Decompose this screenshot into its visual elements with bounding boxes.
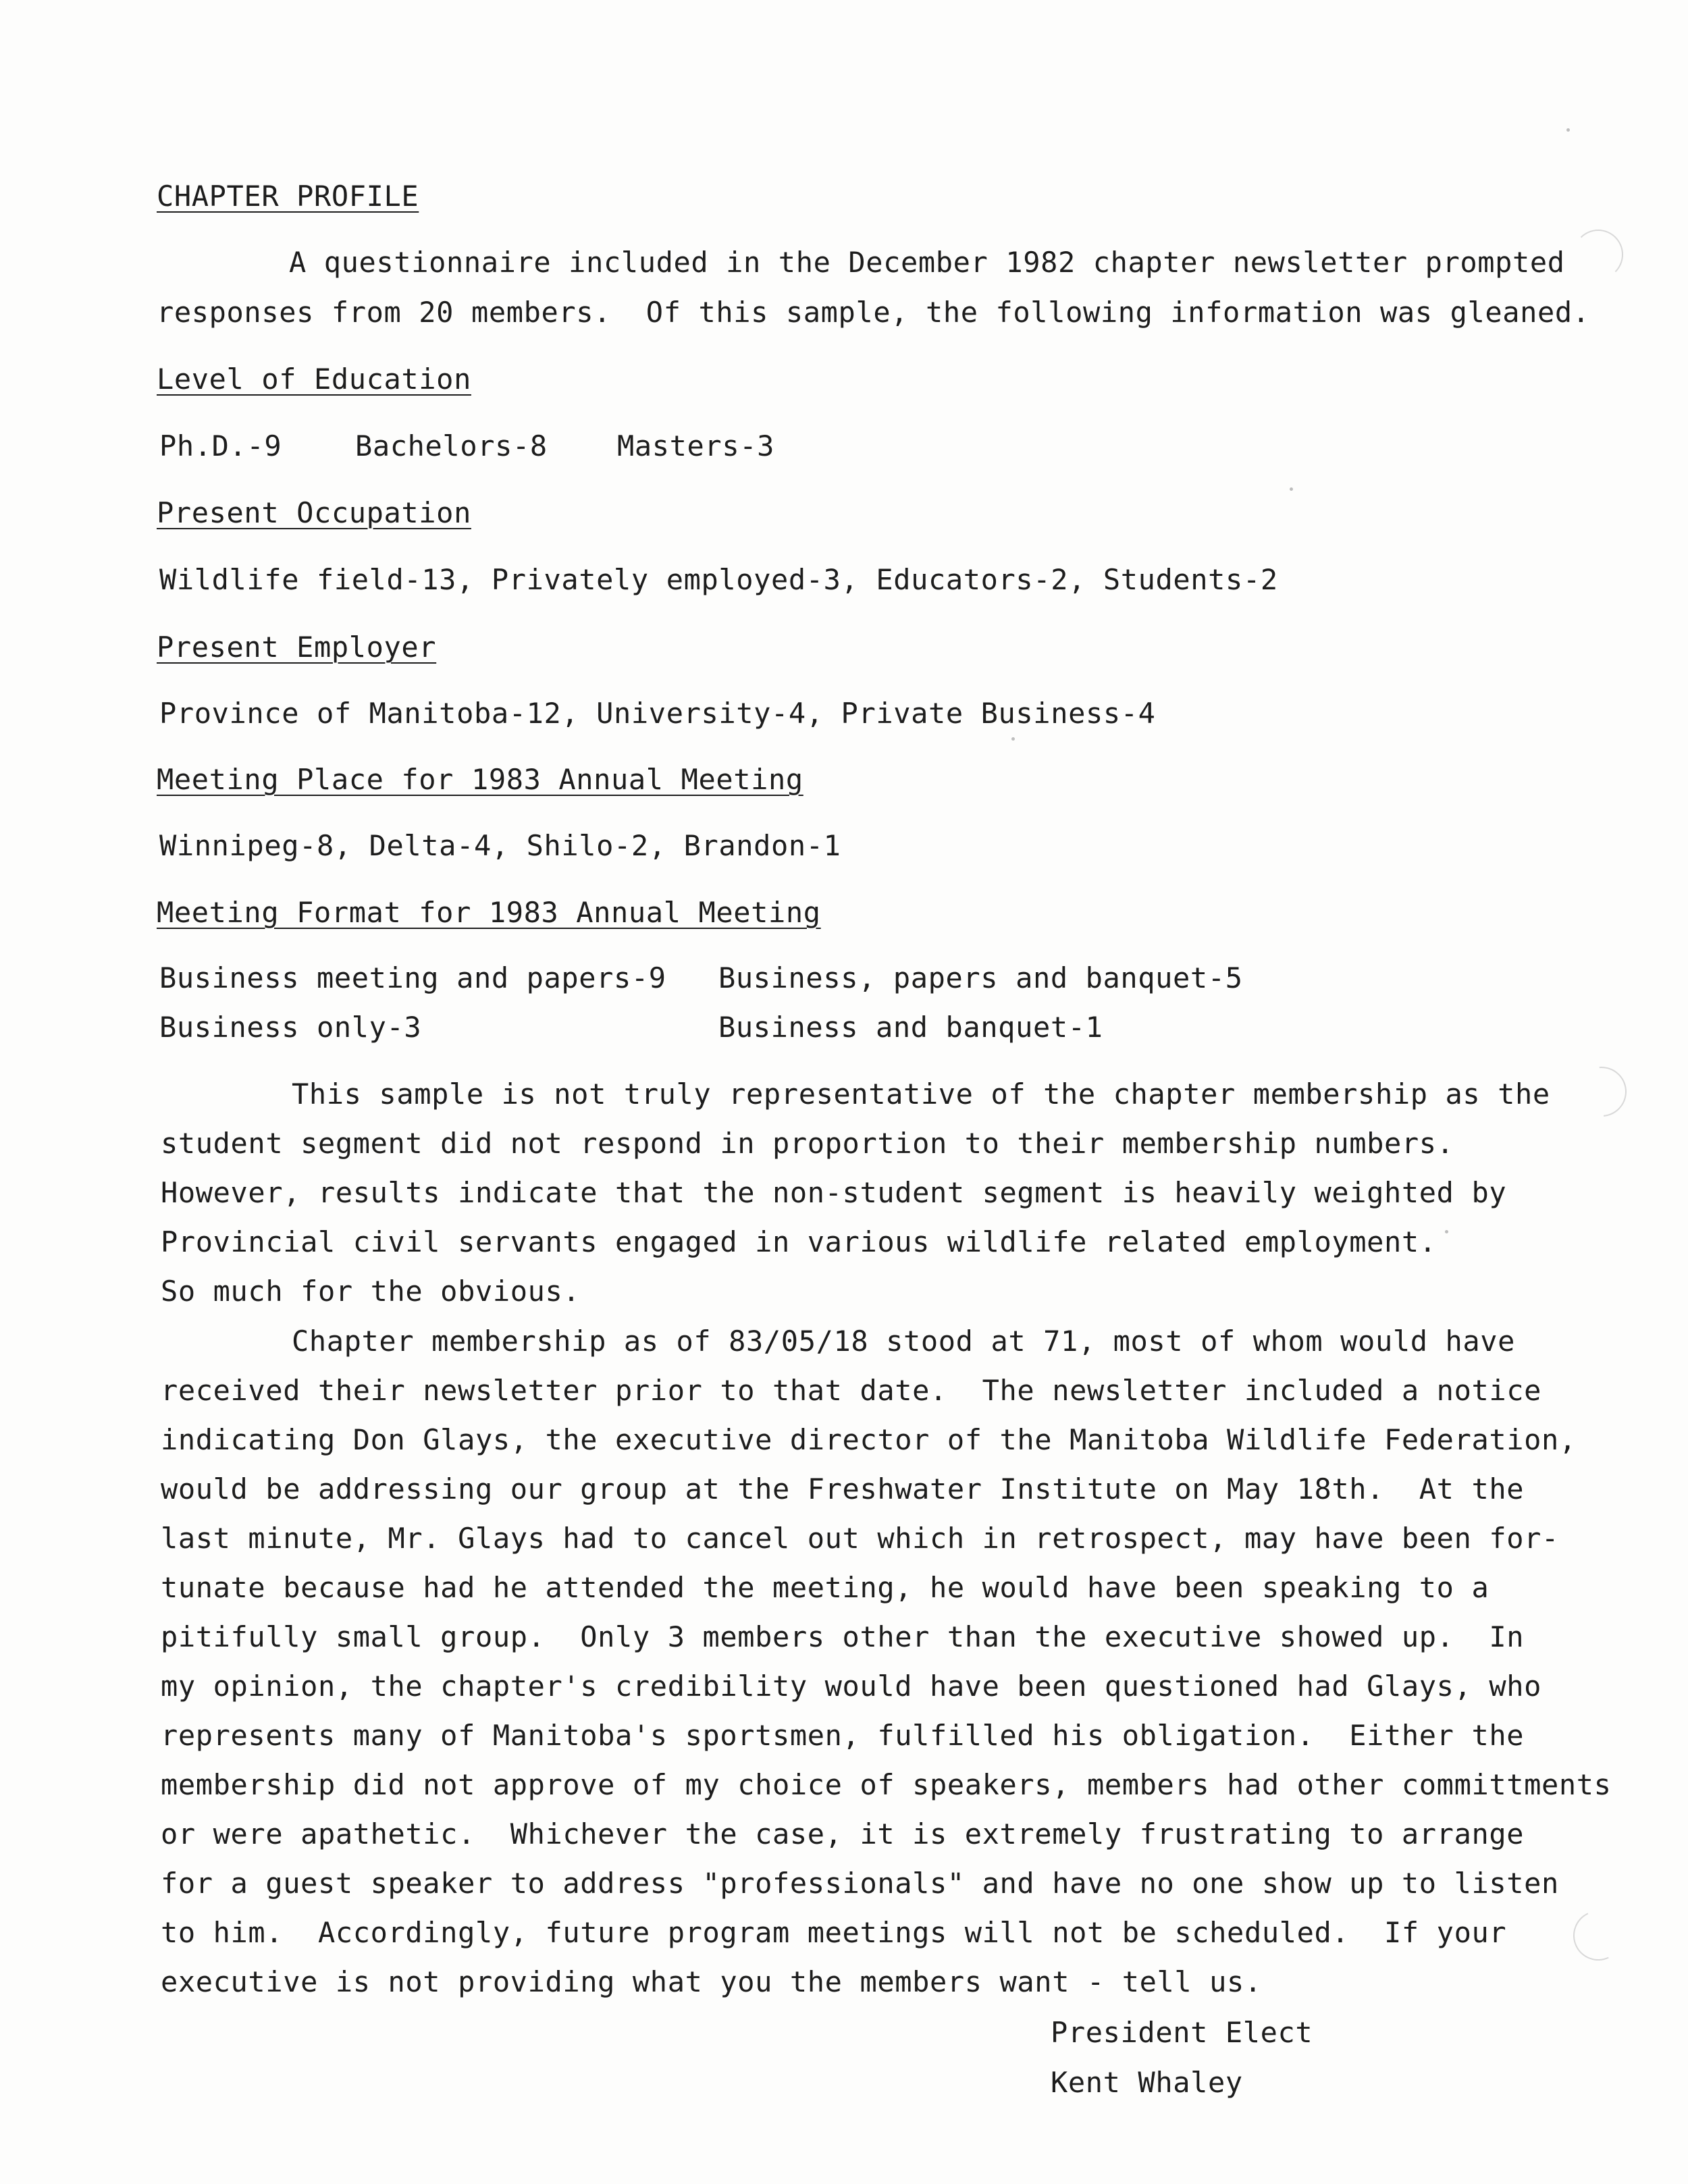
paragraph2-line-2: received their newsletter prior to that date. The newsletter included a notice	[161, 1374, 1542, 1407]
occupation-text: Wildlife field-13, Privately employed-3, Educators-2, Students-2	[159, 563, 1278, 596]
paragraph2-line-1: Chapter membership as of 83/05/18 stood at 71, most of whom would have	[292, 1325, 1516, 1358]
paragraph1-line-4: Provincial civil servants engaged in various wildlife related employment.	[161, 1225, 1437, 1258]
meeting-place-text: Winnipeg-8, Delta-4, Shilo-2, Brandon-1	[159, 829, 841, 862]
signature-name: Kent Whaley	[1051, 2066, 1243, 2099]
education-masters: Masters-3	[617, 429, 774, 462]
paragraph2-line-8: my opinion, the chapter's credibility would have been questioned had Glays, who	[161, 1670, 1542, 1703]
paragraph2-line-9: represents many of Manitoba's sportsmen, fulfilled his obligation. Either the	[161, 1719, 1525, 1752]
employer-text: Province of Manitoba-12, University-4, Private Business-4	[159, 697, 1156, 730]
meeting-place-heading: Meeting Place for 1983 Annual Meeting	[157, 763, 803, 796]
paragraph1-line-3: However, results indicate that the non-student segment is heavily weighted by	[161, 1176, 1507, 1209]
paragraph2-line-12: for a guest speaker to address "professionals" and have no one show up to listen	[161, 1867, 1559, 1900]
meeting-format-heading: Meeting Format for 1983 Annual Meeting	[157, 896, 821, 929]
format-business-banquet: Business and banquet-1	[718, 1011, 1103, 1044]
employer-heading: Present Employer	[157, 631, 437, 664]
paragraph2-line-10: membership did not approve of my choice of speakers, members had other committments	[161, 1768, 1612, 1801]
punch-hole-top	[1573, 230, 1623, 279]
paragraph1-line-1: This sample is not truly representative of the chapter membership as the	[292, 1077, 1550, 1111]
paragraph2-line-14: executive is not providing what you the members want - tell us.	[161, 1965, 1262, 1998]
paper-speck	[1566, 128, 1570, 132]
paper-speck	[1290, 487, 1293, 491]
format-business-papers: Business meeting and papers-9	[159, 961, 666, 994]
format-business-papers-banquet: Business, papers and banquet-5	[718, 961, 1243, 994]
paragraph2-line-7: pitifully small group. Only 3 members other than the executive showed up. In	[161, 1620, 1525, 1653]
education-bachelors: Bachelors-8	[355, 429, 548, 462]
punch-hole-middle	[1566, 1057, 1637, 1127]
paragraph1-line-2: student segment did not respond in proportion to their membership numbers.	[161, 1127, 1454, 1160]
paragraph2-line-5: last minute, Mr. Glays had to cancel out which in retrospect, may have been for-	[161, 1522, 1559, 1555]
punch-hole-bottom	[1566, 1904, 1631, 1968]
occupation-heading: Present Occupation	[157, 496, 471, 529]
paragraph2-line-3: indicating Don Glays, the executive director of the Manitoba Wildlife Federation,	[161, 1423, 1577, 1456]
paragraph2-line-13: to him. Accordingly, future program meetings will not be scheduled. If your	[161, 1916, 1507, 1949]
paper-speck	[1011, 737, 1015, 741]
education-phd: Ph.D.-9	[159, 429, 282, 462]
paragraph2-line-4: would be addressing our group at the Freshwater Institute on May 18th. At the	[161, 1472, 1525, 1506]
signature-title: President Elect	[1051, 2016, 1313, 2049]
paragraph2-line-6: tunate because had he attended the meeting, he would have been speaking to a	[161, 1571, 1489, 1604]
intro-line-1: A questionnaire included in the December 1982 chapter newsletter prompted	[289, 246, 1565, 279]
page-heading: CHAPTER PROFILE	[157, 180, 419, 213]
paper-speck	[1445, 1230, 1448, 1233]
paragraph1-line-5: So much for the obvious.	[161, 1275, 581, 1308]
paragraph2-line-11: or were apathetic. Whichever the case, it is extremely frustrating to arrange	[161, 1817, 1525, 1850]
intro-line-2: responses from 20 members. Of this sample, the following information was gleaned.	[157, 296, 1590, 329]
format-business-only: Business only-3	[159, 1011, 422, 1044]
education-heading: Level of Education	[157, 363, 471, 396]
